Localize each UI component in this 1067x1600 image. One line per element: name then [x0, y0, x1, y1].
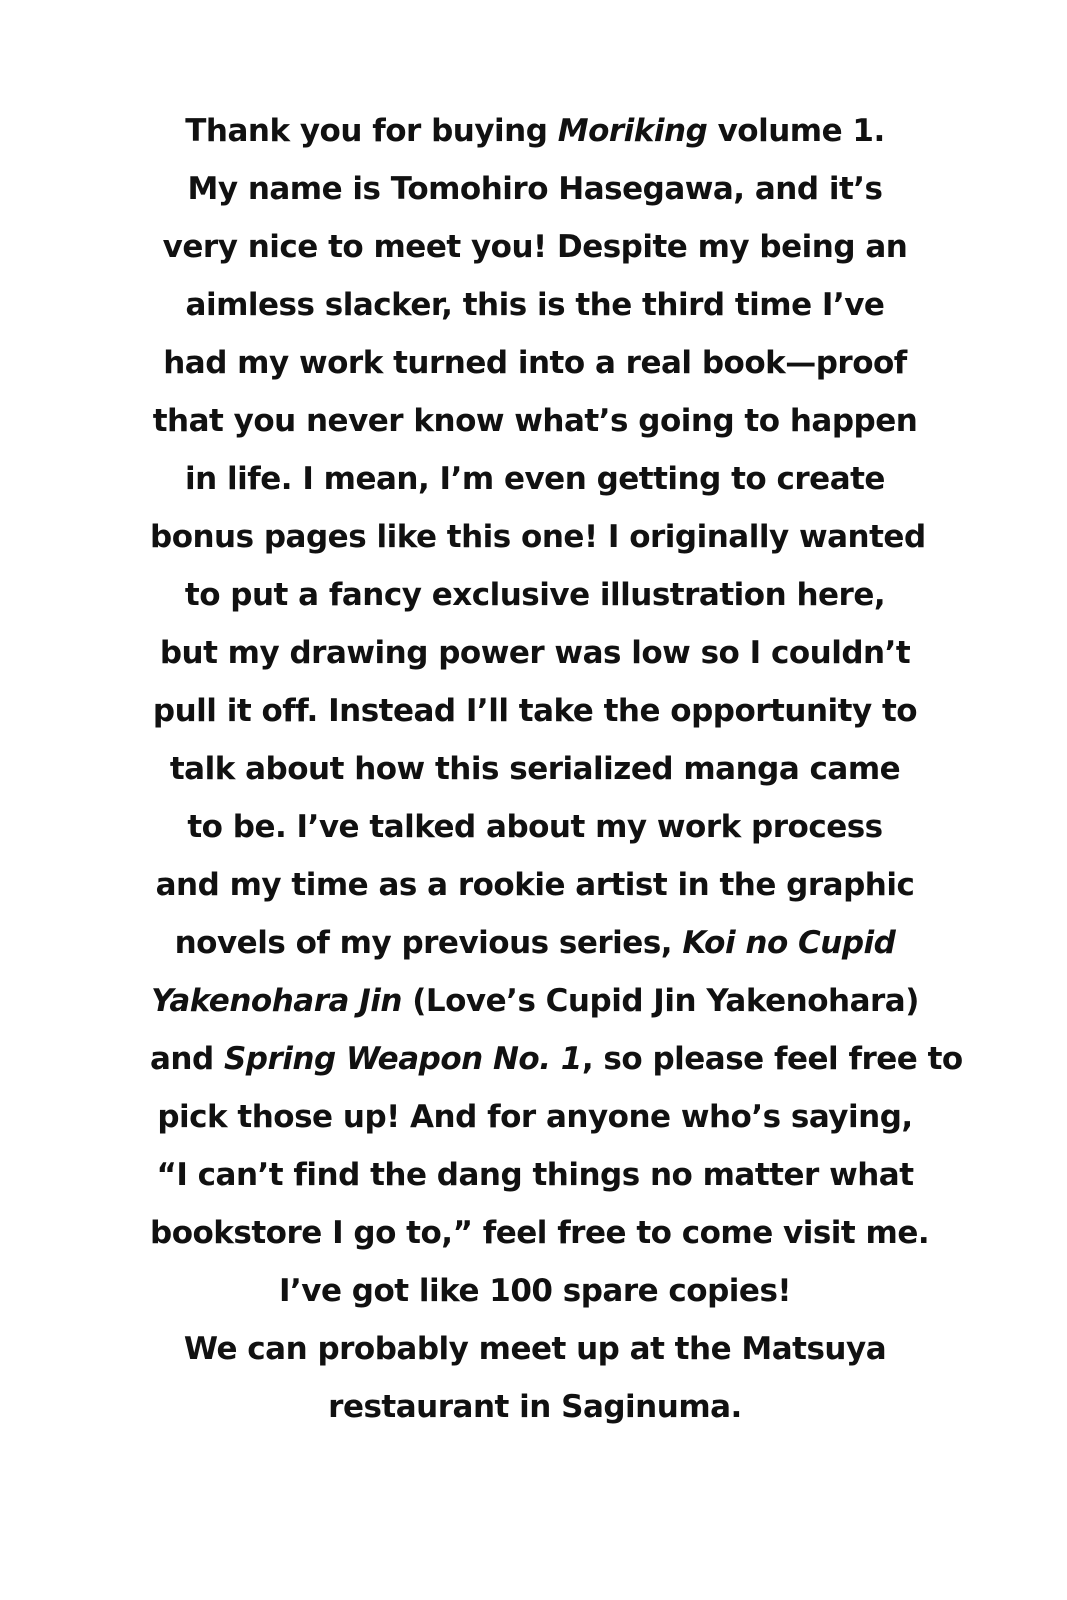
note-line: to be. I’ve talked about my work process — [187, 809, 883, 845]
note-line — [150, 1030, 963, 1088]
note-line: I’ve got like 100 spare copies! — [278, 1273, 792, 1309]
note-line: that you never know what’s going to happen — [152, 403, 918, 439]
note-line — [150, 972, 920, 1030]
note-line: aimless slacker, this is the third time I’ve — [185, 287, 885, 323]
note-line — [150, 914, 920, 972]
note-text: and — [150, 1041, 224, 1077]
note-line — [150, 102, 920, 160]
note-line: and my time as a rookie artist in the graphic — [155, 867, 915, 903]
note-title-spring-weapon: Spring Weapon No. 1 — [223, 1041, 582, 1077]
note-line: restaurant in Saginuma. — [328, 1389, 742, 1425]
note-line: bookstore I go to,” feel free to come visit me. — [150, 1215, 930, 1251]
note-line: talk about how this serialized manga came — [169, 751, 901, 787]
note-line: to put a fancy exclusive illustration here, — [184, 577, 886, 613]
note-line: My name is Tomohiro Hasegawa, and it’s — [187, 171, 883, 207]
author-note — [150, 102, 963, 1436]
note-line: had my work turned into a real book—proof — [163, 345, 907, 381]
note-text: volume 1. — [707, 113, 885, 149]
note-line: very nice to meet you! Despite my being an — [162, 229, 908, 265]
note-line: pick those up! And for anyone who’s saying, — [157, 1099, 913, 1135]
note-text: (Love’s Cupid Jin Yakenohara) — [401, 983, 919, 1019]
note-text: novels of my previous series, — [174, 925, 683, 961]
note-line: “I can’t find the dang things no matter what — [156, 1157, 914, 1193]
note-title-koi-no-cupid: Koi no Cupid — [682, 925, 896, 961]
note-title-moriking: Moriking — [557, 113, 708, 149]
note-title-yakenohara-jin: Yakenohara Jin — [151, 983, 402, 1019]
note-line: but my drawing power was low so I couldn’t — [159, 635, 911, 671]
note-line: in life. I mean, I’m even getting to create — [185, 461, 885, 497]
note-text: Thank you for buying — [185, 113, 558, 149]
note-line: pull it off. Instead I’ll take the opportunity to — [152, 693, 918, 729]
note-text: , so please feel free to — [581, 1041, 963, 1077]
note-line: We can probably meet up at the Matsuya — [183, 1331, 887, 1367]
note-line: bonus pages like this one! I originally wanted — [150, 519, 926, 555]
